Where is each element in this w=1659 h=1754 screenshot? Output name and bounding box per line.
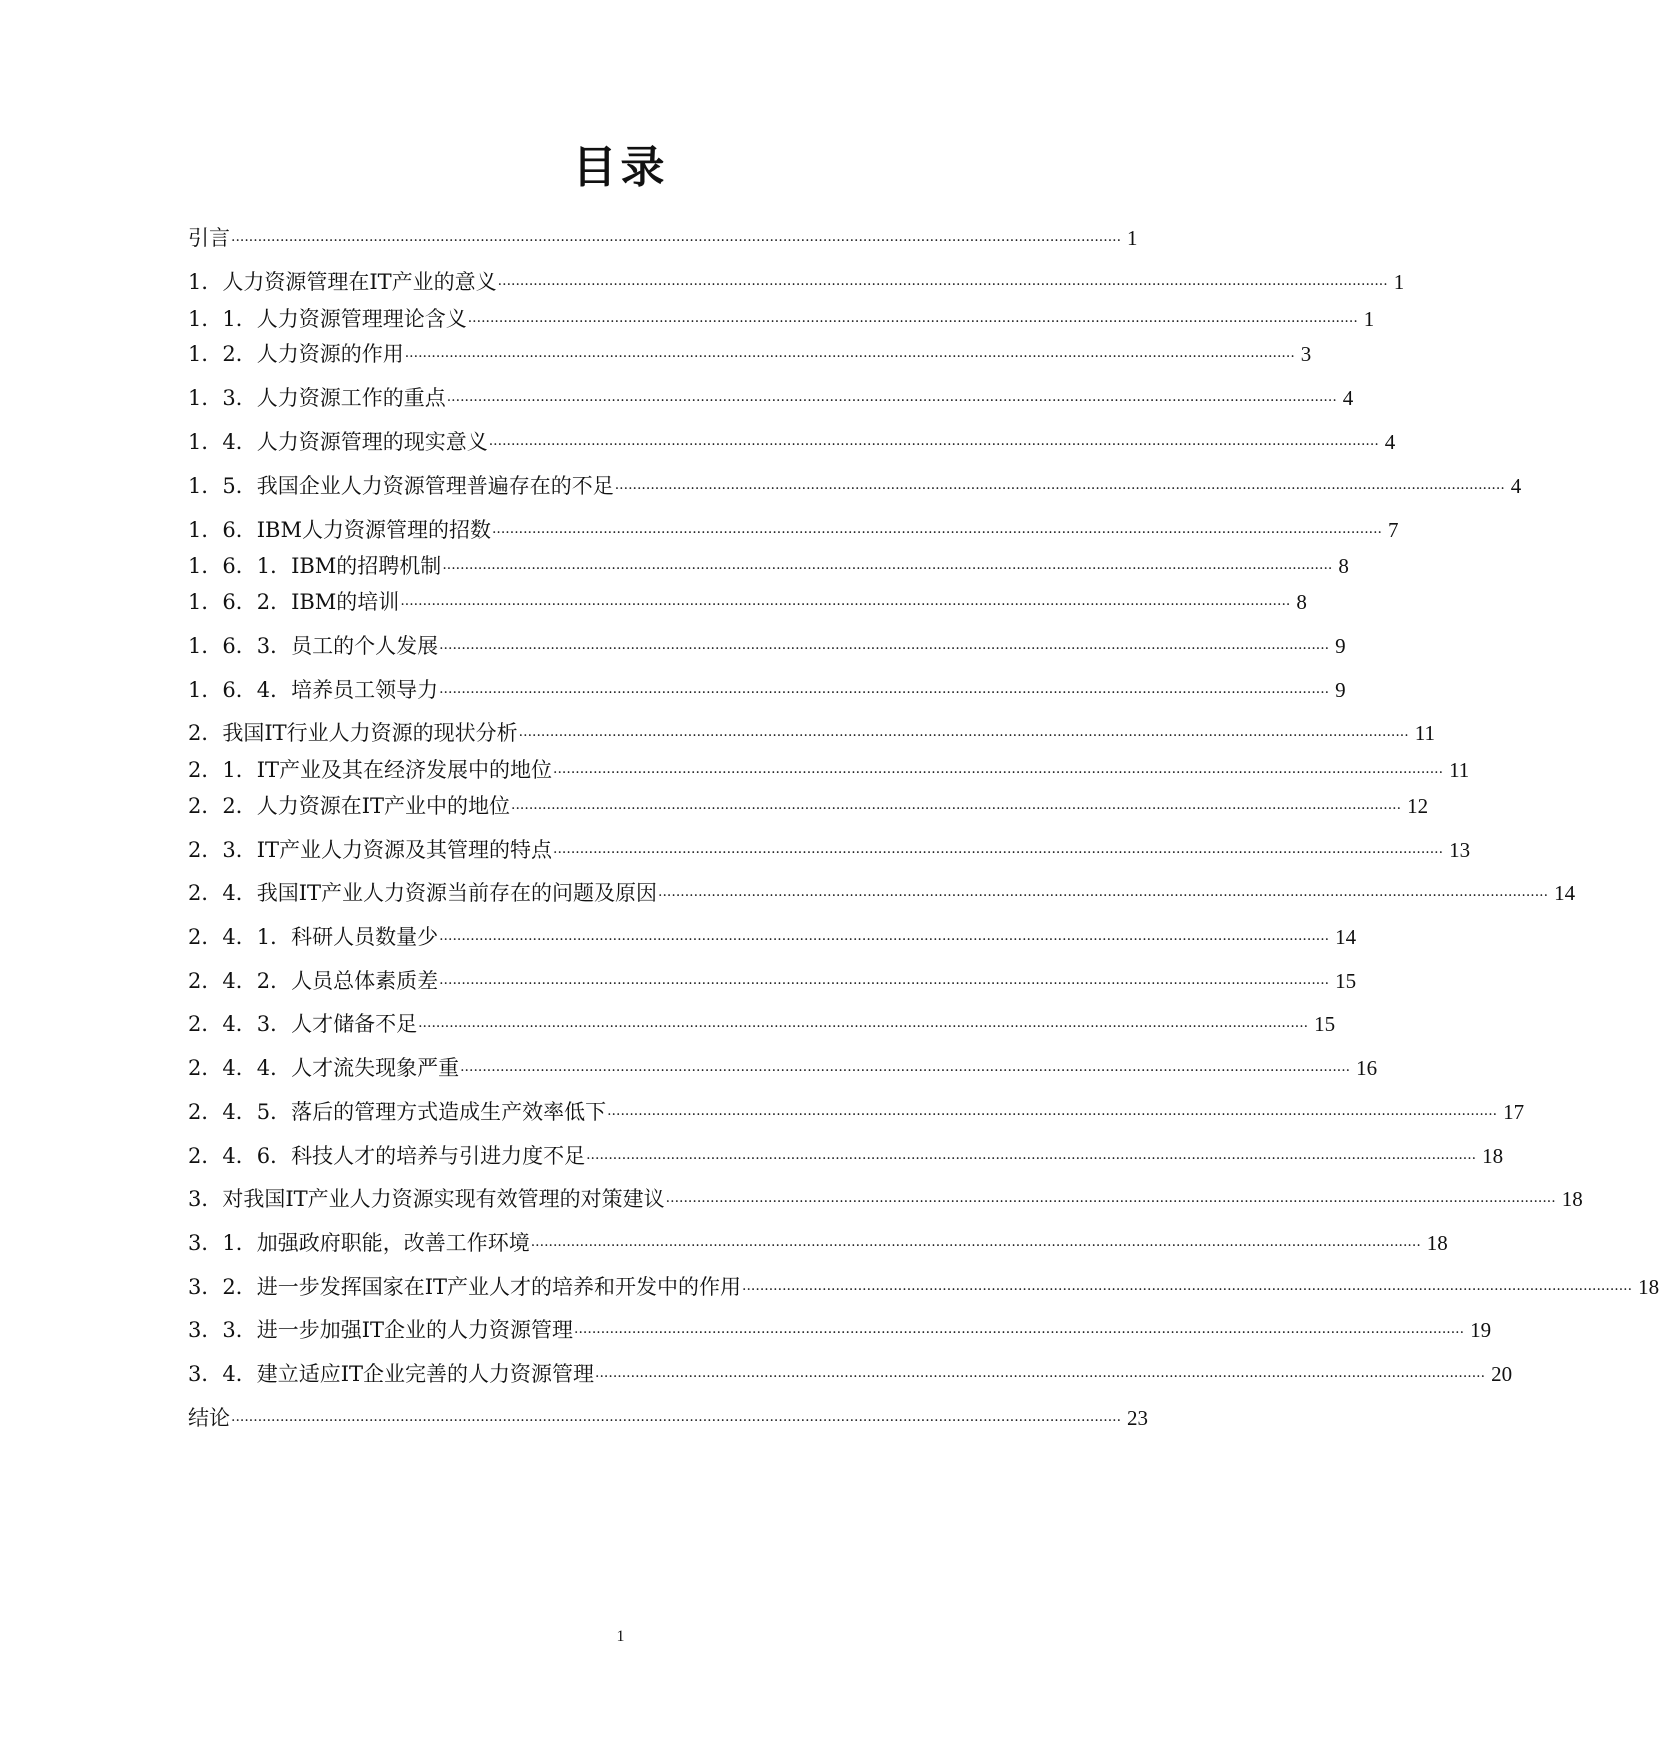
toc-dot-leader: ········································································································································································································ xyxy=(574,1325,1465,1341)
toc-entry-label: 1．6．4．培养员工领导力 xyxy=(188,678,439,702)
toc-entry[interactable] xyxy=(188,223,1138,253)
toc-entry[interactable] xyxy=(188,631,1346,661)
toc-entry-label: 2．4．2．人员总体素质差 xyxy=(188,969,439,993)
toc-entry-page: 14 xyxy=(1554,881,1576,905)
toc-entry-page: 4 xyxy=(1342,386,1354,410)
toc-entry-label: 2．4．6．科技人才的培养与引进力度不足 xyxy=(188,1144,586,1168)
toc-dot-leader: ········································································································································································································ xyxy=(446,393,1337,409)
page-number: 1 xyxy=(616,1628,625,1645)
toc-dot-leader: ········································································································································································································ xyxy=(460,1063,1351,1079)
toc-entry-label: 1．6．1．IBM的招聘机制 xyxy=(188,554,442,578)
toc-entry-label: 3．1．加强政府职能，改善工作环境 xyxy=(188,1231,530,1255)
toc-entry-page: 20 xyxy=(1491,1362,1513,1386)
toc-entry-label: 结论 xyxy=(188,1406,230,1430)
toc-entry-page: 18 xyxy=(1482,1144,1504,1168)
toc-entry[interactable] xyxy=(188,675,1346,705)
toc-dot-leader: ········································································································································································································ xyxy=(442,561,1333,577)
toc-entry-page: 19 xyxy=(1470,1318,1492,1342)
toc-entry[interactable] xyxy=(188,551,1349,581)
toc-entry[interactable] xyxy=(188,427,1396,457)
toc-entry-label: 1．4．人力资源管理的现实意义 xyxy=(188,430,488,454)
toc-entry-page: 1 xyxy=(1127,226,1138,250)
toc-entry-page: 15 xyxy=(1314,1012,1336,1036)
toc-entry[interactable] xyxy=(188,878,1576,908)
toc-dot-leader: ········································································································································································································ xyxy=(658,888,1549,904)
toc-entry-page: 23 xyxy=(1127,1406,1149,1430)
toc-entry-label: 1．6．2．IBM的培训 xyxy=(188,590,400,614)
toc-entry-page: 15 xyxy=(1335,969,1357,993)
toc-dot-leader: ········································································································································································································ xyxy=(614,481,1505,497)
toc-entry-page: 8 xyxy=(1296,590,1307,614)
toc-entry-label: 3．3．进一步加强IT企业的人力资源管理 xyxy=(188,1318,574,1342)
toc-entry[interactable] xyxy=(188,304,1375,334)
toc-dot-leader: ········································································································································································································ xyxy=(467,314,1358,330)
toc-entry[interactable] xyxy=(188,966,1357,996)
toc-entry-label: 3．对我国IT产业人力资源实现有效管理的对策建议 xyxy=(188,1187,665,1211)
toc-dot-leader: ········································································································································································································ xyxy=(491,525,1382,541)
toc-dot-leader: ········································································································································································································ xyxy=(231,233,1122,249)
toc-entry-label: 2．4．我国IT产业人力资源当前存在的问题及原因 xyxy=(188,881,658,905)
toc-entry-page: 4 xyxy=(1510,474,1522,498)
toc-entry-label: 2．3．IT产业人力资源及其管理的特点 xyxy=(188,838,553,862)
toc-entry-label: 引言 xyxy=(188,226,230,250)
toc-entry-label: 2．4．1．科研人员数量少 xyxy=(188,925,439,949)
toc-dot-leader: ········································································································································································································ xyxy=(586,1151,1477,1167)
toc-entry-label: 2．4．4．人才流失现象严重 xyxy=(188,1056,460,1080)
toc-entry[interactable] xyxy=(188,791,1429,821)
toc-dot-leader: ········································································································································································································ xyxy=(439,685,1330,701)
toc-dot-leader: ········································································································································································································ xyxy=(439,641,1330,657)
toc-entry-label: 1．3．人力资源工作的重点 xyxy=(188,386,446,410)
toc-entry[interactable] xyxy=(188,1184,1583,1214)
toc-entry-label: 2．1．IT产业及其在经济发展中的地位 xyxy=(188,758,553,782)
toc-dot-leader: ········································································································································································································ xyxy=(742,1282,1633,1298)
toc-dot-leader: ········································································································································································································ xyxy=(595,1369,1486,1385)
toc-entry[interactable] xyxy=(188,383,1354,413)
toc-entry[interactable] xyxy=(188,1053,1378,1083)
toc-entry-page: 11 xyxy=(1414,721,1435,745)
toc-entry-label: 2．4．3．人才储备不足 xyxy=(188,1012,418,1036)
toc-entry[interactable] xyxy=(188,1403,1149,1433)
toc-entry[interactable] xyxy=(188,1009,1336,1039)
toc-entry-page: 4 xyxy=(1384,430,1396,454)
toc-entry-page: 12 xyxy=(1407,794,1429,818)
toc-entry-label: 2．2．人力资源在IT产业中的地位 xyxy=(188,794,511,818)
toc-dot-leader: ········································································································································································································ xyxy=(231,1413,1122,1429)
toc-entry[interactable] xyxy=(188,1359,1513,1389)
toc-dot-leader: ········································································································································································································ xyxy=(488,437,1379,453)
toc-entry-label: 3．2．进一步发挥国家在IT产业人才的培养和开发中的作用 xyxy=(188,1275,742,1299)
toc-entry[interactable] xyxy=(188,1228,1448,1258)
toc-dot-leader: ········································································································································································································ xyxy=(518,728,1409,744)
toc-entry[interactable] xyxy=(188,755,1470,785)
toc-entry-label: 1．6．IBM人力资源管理的招数 xyxy=(188,518,491,542)
toc-entry-page: 13 xyxy=(1449,838,1471,862)
toc-entry-page: 14 xyxy=(1335,925,1357,949)
toc-entry[interactable] xyxy=(188,267,1405,297)
toc-dot-leader: ········································································································································································································ xyxy=(665,1194,1556,1210)
toc-entry-page: 9 xyxy=(1335,634,1346,658)
toc-entry-page: 9 xyxy=(1335,678,1346,702)
toc-dot-leader: ········································································································································································································ xyxy=(553,845,1444,861)
toc-dot-leader: ········································································································································································································ xyxy=(511,801,1402,817)
toc-entry-label: 1．2．人力资源的作用 xyxy=(188,342,404,366)
toc-dot-leader: ········································································································································································································ xyxy=(439,976,1330,992)
toc-dot-leader: ········································································································································································································ xyxy=(497,277,1388,293)
page-title: 目录 xyxy=(572,142,669,193)
toc-entry-page: 16 xyxy=(1356,1056,1378,1080)
toc-entry-page: 7 xyxy=(1388,518,1399,542)
toc-dot-leader: ········································································································································································································ xyxy=(553,765,1444,781)
toc-entry[interactable] xyxy=(188,471,1522,501)
toc-dot-leader: ········································································································································································································ xyxy=(530,1238,1421,1254)
toc-entry-label: 2．4．5．落后的管理方式造成生产效率低下 xyxy=(188,1100,607,1124)
toc-entry-page: 18 xyxy=(1561,1187,1583,1211)
toc-entry[interactable] xyxy=(188,718,1435,748)
toc-entry-page: 18 xyxy=(1426,1231,1448,1255)
toc-entry-label: 1．人力资源管理在IT产业的意义 xyxy=(188,270,497,294)
toc-entry-label: 2．我国IT行业人力资源的现状分析 xyxy=(188,721,518,745)
toc-entry-page: 11 xyxy=(1449,758,1470,782)
toc-dot-leader: ········································································································································································································ xyxy=(404,349,1295,365)
toc-entry-label: 1．1．人力资源管理理论含义 xyxy=(188,307,467,331)
toc-entry-label: 3．4．建立适应IT企业完善的人力资源管理 xyxy=(188,1362,595,1386)
toc-entry[interactable] xyxy=(188,1141,1504,1171)
toc-dot-leader: ········································································································································································································ xyxy=(607,1107,1498,1123)
toc-entry[interactable] xyxy=(188,339,1312,369)
toc-entry[interactable] xyxy=(188,515,1399,545)
toc-entry[interactable] xyxy=(188,922,1357,952)
toc-entry[interactable] xyxy=(188,1315,1492,1345)
toc-entry[interactable] xyxy=(188,1097,1525,1127)
toc-entry-label: 1．5．我国企业人力资源管理普遍存在的不足 xyxy=(188,474,614,498)
toc-entry-page: 1 xyxy=(1363,307,1375,331)
toc-dot-leader: ········································································································································································································ xyxy=(439,932,1330,948)
toc-entry-page: 18 xyxy=(1638,1275,1659,1299)
toc-entry-page: 17 xyxy=(1503,1100,1525,1124)
toc-entry-page: 3 xyxy=(1300,342,1312,366)
toc-entry[interactable] xyxy=(188,1272,1659,1302)
toc-dot-leader: ········································································································································································································ xyxy=(400,597,1291,613)
toc-entry[interactable] xyxy=(188,835,1471,865)
toc-entry-page: 8 xyxy=(1338,554,1349,578)
toc-dot-leader: ········································································································································································································ xyxy=(418,1019,1309,1035)
toc-entry-page: 1 xyxy=(1393,270,1405,294)
toc-entry[interactable] xyxy=(188,587,1307,617)
toc-entry-label: 1．6．3．员工的个人发展 xyxy=(188,634,439,658)
